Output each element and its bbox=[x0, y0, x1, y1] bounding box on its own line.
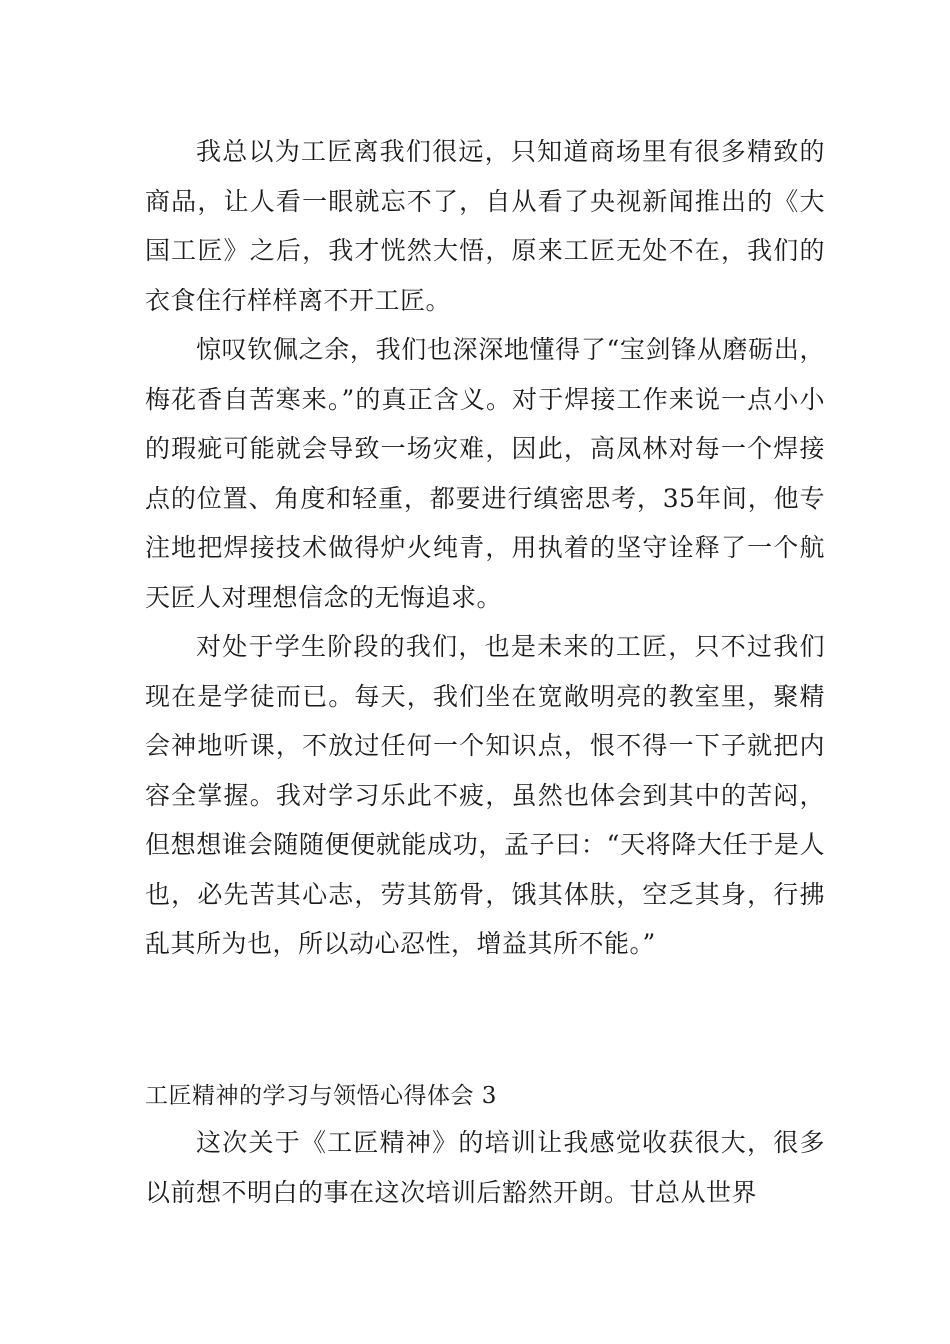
paragraph-3: 对处于学生阶段的我们，也是未来的工匠，只不过我们现在是学徒而已。每天，我们坐在宽敞明亮的教室里，聚精会神地听课，不放过任何一个知识点，恨不得一下子就把内容全掌握。我对学习乐此不疲，虽然也体会到其中的苦闷，但想想谁会随随便便就能成功，孟子曰：“天将降大任于是人也，必先苦其心志，劳其筋骨，饿其体肤，空乏其身，行拂乱其所为也，所以动心忍性，增益其所不能。” bbox=[145, 632, 825, 958]
section-heading: 工匠精神的学习与领悟心得体会 3 bbox=[145, 1083, 497, 1109]
paragraph-1: 我总以为工匠离我们很远，只知道商场里有很多精致的商品，让人看一眼就忘不了，自从看了央视新闻推出的《大国工匠》之后，我才恍然大悟，原来工匠无处不在，我们的衣食住行样样离不开工匠。 bbox=[145, 137, 825, 315]
section-paragraph: 这次关于《工匠精神》的培训让我感觉收获很大，很多以前想不明白的事在这次培训后豁然开朗。甘总从世界 bbox=[145, 1128, 825, 1207]
paragraph-2: 惊叹钦佩之余，我们也深深地懂得了“宝剑锋从磨砺出，梅花香自苦寒来。”的真正含义。对于焊接工作来说一点小小的瑕疵可能就会导致一场灾难，因此，高凤林对每一个焊接点的位置、角度和轻重，都要进行缜密思考，35年间，他专注地把焊接技术做得炉火纯青，用执着的坚守诠释了一个航天匠人对理想信念的无悔追求。 bbox=[145, 335, 825, 612]
